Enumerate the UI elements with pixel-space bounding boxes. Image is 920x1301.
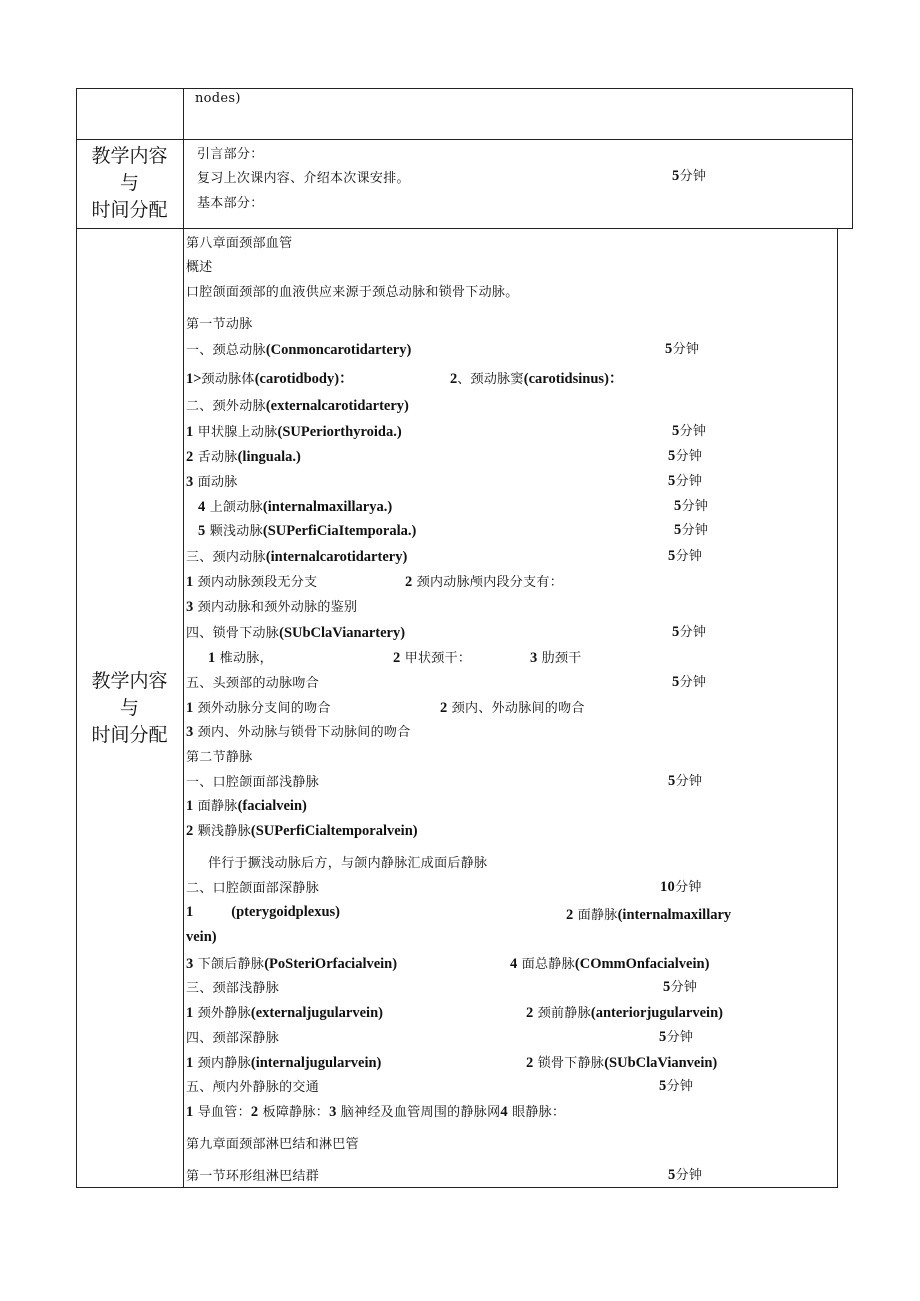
artery-1-sub2: 2、颈动脉窦(carotidsinus)： xyxy=(450,371,624,387)
vein-5-line: 五、颅内外静脉的交通 xyxy=(186,1080,320,1095)
artery-3-sub3: 3 颈内动脉和颈外动脉的鉴别 xyxy=(186,599,358,615)
section-a-label-line2: 与 xyxy=(119,172,139,194)
section-a-label xyxy=(76,143,183,224)
artery-2-sub3: 3 面动脉 xyxy=(186,474,238,490)
chapter8-title: 第八章面颈部血管 xyxy=(186,236,293,251)
vein-1-line: 一、口腔颌面部浅静脉 xyxy=(186,775,320,790)
lymph-section1-title: 第一节环形组淋巴结群 xyxy=(186,1169,320,1184)
section-a-label-line3: 时间分配 xyxy=(91,199,168,221)
vein-1-sub1: 1 面静脉(facialvein) xyxy=(186,798,307,814)
artery-3-line: 三、颈内动脉(internalcarotidartery) xyxy=(186,549,408,565)
vein-3-time: 5分钟 xyxy=(663,979,698,995)
overview-text: 口腔颌面颈部的血液供应来源于颈总动脉和锁骨下动脉。 xyxy=(186,285,519,300)
artery-5-line: 五、头颈部的动脉吻合 xyxy=(186,676,320,691)
section-b-label xyxy=(76,668,183,749)
artery-2-sub1: 1 甲状腺上动脉(SUPeriorthyroida.) xyxy=(186,424,402,440)
section-b-label-line2: 与 xyxy=(119,697,139,719)
section-b-label-line1: 教学内容 xyxy=(91,670,168,692)
vein-1-time: 5分钟 xyxy=(668,773,703,789)
artery-5-sub2: 2 颈内、外动脉间的吻合 xyxy=(440,700,585,716)
artery-3-sub2: 2 颈内动脉颅内段分支有： xyxy=(405,574,563,590)
artery-2-line: 二、颈外动脉(externalcarotidartery) xyxy=(186,398,409,414)
divider-top-row xyxy=(76,139,853,140)
vein-2-time: 10分钟 xyxy=(660,879,702,895)
artery-2-sub1-time: 5分钟 xyxy=(672,423,707,439)
overview-heading: 概述 xyxy=(186,260,213,275)
artery-2-sub4-time: 5分钟 xyxy=(674,498,709,514)
vein-1-sub2: 2 颗浅静脉(SUPerfiCialtemporalvein) xyxy=(186,823,418,839)
vein-2-sub2-cont: vein) xyxy=(186,929,217,945)
artery-4-time: 5分钟 xyxy=(672,624,707,640)
divider-bottom-col xyxy=(183,228,184,1188)
artery-3-sub1: 1 颈内动脉颈段无分支 xyxy=(186,574,318,590)
vein-4-sub2: 2 锁骨下静脉(SUbClaVianvein) xyxy=(526,1055,718,1071)
vein-2-sub2: 2 面静脉(internalmaxillary xyxy=(566,907,732,923)
artery-5-time: 5分钟 xyxy=(672,674,707,690)
review-time: 5分钟 xyxy=(672,168,707,184)
review-text: 复习上次课内容、介绍本次课安排。 xyxy=(197,171,410,186)
artery-1-line: 一、颈总动脉(Conmoncarotidartery) xyxy=(186,342,412,358)
artery-4-sub2: 2 甲状颈干： xyxy=(393,650,472,666)
section-a-label-line1: 教学内容 xyxy=(91,145,168,167)
vein-4-sub1: 1 颈内静脉(internaljugularvein) xyxy=(186,1055,382,1071)
vein-3-line: 三、颈部浅静脉 xyxy=(186,981,280,996)
divider-top-col xyxy=(183,88,184,229)
vein-3-sub1: 1 颈外静脉(externaljugularvein) xyxy=(186,1005,383,1021)
chapter9-title: 第九章面颈部淋巴结和淋巴管 xyxy=(186,1137,359,1152)
artery-1-sub1: 1>颈动脉体(carotidbody)： xyxy=(186,371,354,387)
vein-2-line: 二、口腔颌面部深静脉 xyxy=(186,881,320,896)
vein-2-sub4: 4 面总静脉(COmmOnfacialvein) xyxy=(510,956,710,972)
section1-title: 第一节动脉 xyxy=(186,317,253,332)
artery-2-sub5-time: 5分钟 xyxy=(674,522,709,538)
top-row-text: nodes) xyxy=(195,91,241,106)
artery-2-sub2-time: 5分钟 xyxy=(668,448,703,464)
vein-5-subs: 1 导血管：2 板障静脉：3 脑神经及血管周围的静脉网4 眼静脉： xyxy=(186,1104,566,1120)
vein-4-line: 四、颈部深静脉 xyxy=(186,1031,280,1046)
table-top-frame xyxy=(76,88,853,229)
artery-4-sub3: 3 肋颈干 xyxy=(530,650,582,666)
artery-2-sub3-time: 5分钟 xyxy=(668,473,703,489)
basic-heading: 基本部分： xyxy=(197,196,264,211)
vein-2-sub1: 1 (pterygoidplexus) xyxy=(186,904,340,920)
artery-5-sub3: 3 颈内、外动脉与锁骨下动脉间的吻合 xyxy=(186,724,411,740)
artery-3-time: 5分钟 xyxy=(668,548,703,564)
artery-2-sub2: 2 舌动脉(linguala.) xyxy=(186,449,301,465)
lymph-section1-time: 5分钟 xyxy=(668,1167,703,1183)
artery-4-line: 四、锁骨下动脉(SUbClaVianartery) xyxy=(186,625,406,641)
section2-title: 第二节静脉 xyxy=(186,750,253,765)
artery-2-sub4: 4 上颌动脉(internalmaxillarya.) xyxy=(198,499,393,515)
section-b-label-line3: 时间分配 xyxy=(91,724,168,746)
artery-2-sub5: 5 颗浅动脉(SUPerfiCiaItemporala.) xyxy=(198,523,417,539)
artery-5-sub1: 1 颈外动脉分支间的吻合 xyxy=(186,700,331,716)
vein-1-note: 伴行于撅浅动脉后方，与颌内静脉汇成面后静脉 xyxy=(208,856,488,871)
artery-1-time: 5分钟 xyxy=(665,341,700,357)
vein-3-sub2: 2 颈前静脉(anteriorjugularvein) xyxy=(526,1005,723,1021)
intro-heading: 引言部分： xyxy=(197,147,264,162)
vein-2-sub3: 3 下颌后静脉(PoSteriOrfacialvein) xyxy=(186,956,398,972)
vein-4-time: 5分钟 xyxy=(659,1029,694,1045)
vein-5-time: 5分钟 xyxy=(659,1078,694,1094)
artery-4-sub1: 1 椎动脉， xyxy=(208,650,273,666)
